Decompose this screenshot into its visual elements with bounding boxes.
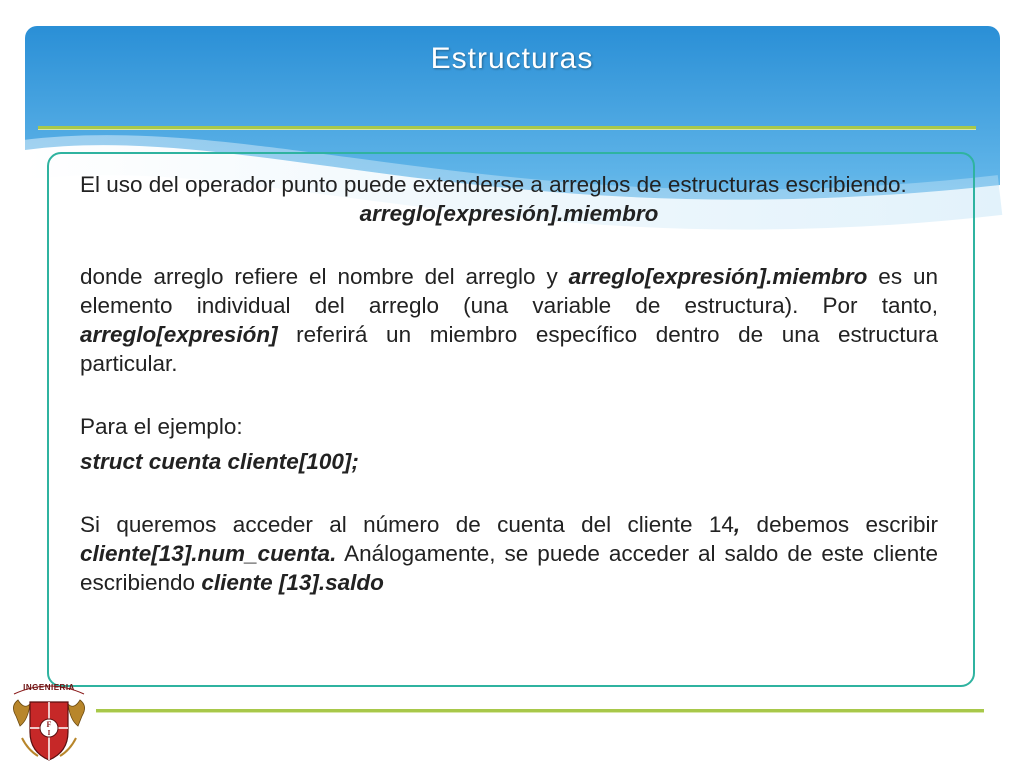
paragraph-intro: El uso del operador punto puede extenderse a arreglos de estructuras escribiendo: — [80, 172, 907, 197]
svg-text:INGENIERIA: INGENIERIA — [23, 683, 75, 692]
code-inline: arreglo[expresión] — [80, 322, 278, 347]
example-code: struct cuenta cliente[100]; — [80, 449, 359, 474]
slide-title: Estructuras — [430, 42, 594, 75]
top-divider — [38, 126, 976, 130]
code-inline: cliente [13].saldo — [201, 570, 384, 595]
slide-body — [80, 170, 938, 597]
code-inline: cliente[13].num_cuenta. — [80, 541, 337, 566]
paragraph-access: Si queremos acceder al número de cuenta del cliente 14, debemos escribir cliente[13].num_cuenta. Análogamente, se puede acceder al saldo de este cliente escribiendo cliente [13].saldo — [80, 512, 938, 595]
faculty-logo — [8, 676, 90, 766]
svg-text:F: F — [46, 720, 52, 729]
example-label: Para el ejemplo: — [80, 414, 243, 439]
paragraph-explanation: donde arreglo refiere el nombre del arreglo y arreglo[expresión].miembro es un elemento individual del arreglo (una variable de estructura). Por tanto, arreglo[expresión] referirá un miembro específico dentro de una estructura particular. — [80, 264, 938, 376]
syntax-line: arreglo[expresión].miembro — [359, 201, 659, 226]
svg-text:I: I — [47, 729, 51, 737]
bottom-divider — [96, 709, 984, 713]
code-inline: arreglo[expresión].miembro — [568, 264, 868, 289]
